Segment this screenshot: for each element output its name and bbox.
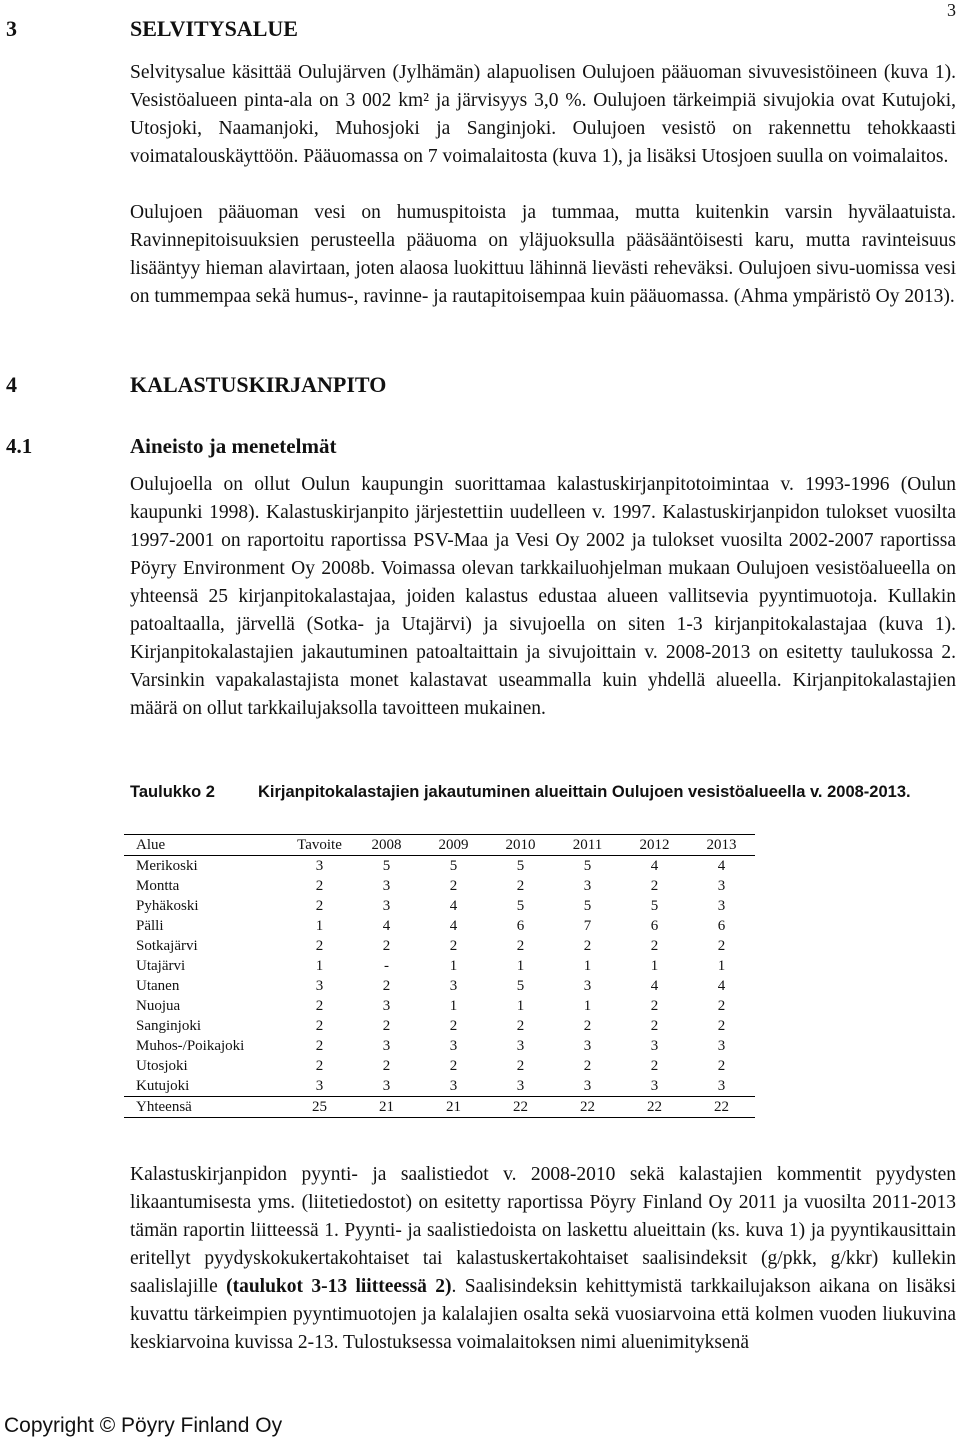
table-cell: 2 (516, 938, 525, 954)
column-header: 2009 (420, 835, 487, 856)
row-label-cell: Utajärvi (136, 958, 186, 974)
table-cell: 1 (583, 958, 592, 974)
table-cell: 5 (583, 898, 592, 914)
table-cell: 4 (650, 858, 659, 874)
table-cell: 22 (487, 1097, 554, 1118)
table-cell: 2 (315, 878, 324, 894)
table-cell: 1 (650, 958, 659, 974)
table-cell: 2 (315, 1018, 324, 1034)
column-header: 2012 (621, 835, 688, 856)
anglers-by-area-table (124, 834, 755, 1118)
column-header: 2008 (353, 835, 420, 856)
row-label-cell: Merikoski (136, 858, 198, 874)
row-label-cell: Muhos-/Poikajoki (136, 1038, 245, 1054)
page-number: 3 (947, 0, 956, 20)
table-row (124, 1016, 755, 1036)
table-cell: 2 (650, 938, 659, 954)
table-cell: 4 (449, 918, 458, 934)
table-cell: 1 (717, 958, 726, 974)
table-cell: 3 (382, 878, 391, 894)
table-cell: 3 (516, 1038, 525, 1054)
table-row (124, 856, 755, 877)
table-cell: 3 (315, 1078, 324, 1094)
section-title: Aineisto ja menetelmät (130, 434, 337, 458)
table-cell: 3 (583, 1038, 592, 1054)
table-cell: 5 (516, 978, 525, 994)
paragraph-aineisto: Oulujoella on ollut Oulun kaupungin suorittamaa kalastuskirjanpitotoimintaa v. 1993-1996 (Oulun kaupunki 1998). Kalastuskirjanpito järjestettiin uudelleen v. 1997. Kalastuskirjanpidon tulokset vuosilta 1997-2001 on raportoitu raportissa PSV-Maa ja Vesi Oy 2002 ja tulokset vuosilta 2002-2007 raportissa Pöyry Environment Oy 2008b. Voimassa olevan tarkkailuohjelman mukaan Oulujoen vesistöalueella on yhteensä 25 kirjanpitokalastajaa, joiden kalastus edustaa alueen vallitsevia pyyntimuotoja. Kullakin patoaltaalla, järvellä (Sotka- ja Utajärvi) ja sivujoella on siten 1-3 kirjanpitokalastajaa (kuva 1). Kirjanpitokalastajien jakautuminen patoaltaittain ja sivujoittain v. 2008-2013 on esitetty taulukossa 2. Varsinkin vapakalastajista monet kalastavat useammalla kuin yhdellä alueella. Kirjanpitokalastajien määrä on ollut tarkkailujaksolla tavoitteen mukainen. (130, 474, 956, 719)
table-cell: 4 (449, 898, 458, 914)
section-number: 3 (6, 16, 17, 41)
table-cell: 2 (382, 1018, 391, 1034)
table-cell: 4 (650, 978, 659, 994)
table-row (124, 876, 755, 896)
table-cell: 2 (315, 998, 324, 1014)
table-header-row (124, 835, 755, 856)
table-cell: 3 (382, 1078, 391, 1094)
paragraph-selvitysalue-1: Selvitysalue käsittää Oulujärven (Jylhämän) alapuolisen Oulujoen pääuoman sivuvesistöineen (kuva 1). Vesistöalueen pinta-ala on 3 002 km² ja järvisyys 3,0 %. Oulujoen tärkeimpiä sivujokia ovat Kutujoki, Utosjoki, Naamanjoki, Muhosjoki ja Sanginjoki. Oulujoen vesistö on rakennettu tehokkaasti voimatalouskäyttöön. Pääuomassa on 7 voimalaitosta (kuva 1), ja lisäksi Utosjoen suulla on voimalaitos. (130, 62, 956, 167)
table-row (124, 976, 755, 996)
table-cell: 3 (717, 1078, 726, 1094)
section-number: 4 (6, 372, 17, 397)
table-cell: 22 (621, 1097, 688, 1118)
table-caption-text: Kirjanpitokalastajien jakautuminen alueittain Oulujoen vesistöalueella v. 2008-2013. (258, 783, 911, 801)
table-cell: 2 (449, 1018, 458, 1034)
table-caption-label: Taulukko 2 (130, 783, 215, 801)
section-4-heading (6, 372, 386, 398)
table-cell: 5 (583, 858, 592, 874)
table-cell: 4 (717, 858, 726, 874)
table-cell: 22 (554, 1097, 621, 1118)
table-cell: 22 (688, 1097, 755, 1118)
table-cell: 25 (286, 1097, 353, 1118)
table-cell: 3 (650, 1038, 659, 1054)
table-cell: 2 (717, 938, 726, 954)
table-cell: 3 (583, 978, 592, 994)
table-cell: 2 (583, 938, 592, 954)
table-cell: 5 (382, 858, 391, 874)
table-cell: - (384, 958, 389, 974)
row-label-cell: Sotkajärvi (136, 938, 198, 954)
table-cell: 3 (650, 1078, 659, 1094)
table-row (124, 936, 755, 956)
column-header: Tavoite (286, 835, 353, 856)
table-cell: 2 (315, 938, 324, 954)
table-row (124, 956, 755, 976)
section-title: SELVITYSALUE (130, 16, 298, 41)
table-cell: 2 (650, 878, 659, 894)
table-cell: 2 (449, 878, 458, 894)
paragraph-saalistiedot (130, 1161, 956, 1357)
table-cell: 1 (516, 998, 525, 1014)
table-cell: 3 (717, 878, 726, 894)
table-cell: 3 (449, 978, 458, 994)
table-cell: 2 (449, 1058, 458, 1074)
table-reference: (taulukot 3-13 liitteessä 2) (226, 1276, 452, 1297)
table-cell: 3 (449, 1038, 458, 1054)
table-cell: 3 (315, 858, 324, 874)
row-label-cell: Kutujoki (136, 1078, 190, 1094)
table-cell: 5 (650, 898, 659, 914)
table-row (124, 896, 755, 916)
table-row (124, 1056, 755, 1076)
table-cell: 4 (382, 918, 391, 934)
column-header: 2013 (688, 835, 755, 856)
table-cell: 3 (315, 978, 324, 994)
table-cell: 2 (516, 1018, 525, 1034)
row-label-cell: Utosjoki (136, 1058, 188, 1074)
table-cell: 6 (516, 918, 525, 934)
row-label-cell: Nuojua (136, 998, 181, 1014)
row-label-cell: Yhteensä (124, 1097, 286, 1118)
table-cell: 2 (650, 1018, 659, 1034)
table-total-row (124, 1097, 755, 1118)
table-cell: 1 (315, 918, 324, 934)
table-cell: 3 (449, 1078, 458, 1094)
table-cell: 3 (717, 1038, 726, 1054)
table-cell: 6 (650, 918, 659, 934)
table-cell: 2 (516, 1058, 525, 1074)
table-cell: 3 (516, 1078, 525, 1094)
table-row (124, 1076, 755, 1097)
table-row (124, 916, 755, 936)
paragraph-selvitysalue-2: Oulujoen pääuoman vesi on humuspitoista ja tummaa, mutta kuitenkin varsin hyvälaatuista. Ravinnepitoisuuksien perusteella pääuoma on yläjuoksulla pääsääntöisesti karu, mutta ravinteisuus lisääntyy hieman alavirtaan, joten alaosa luokittuu lähinnä lievästi reheväksi. Oulujoen sivu-uomissa vesi on tummempaa sekä humus-, ravinne- ja rautapitoisempaa kuin pääuomassa. (Ahma ympäristö Oy 2013). (130, 202, 956, 307)
table-cell: 3 (382, 998, 391, 1014)
section-4-1-heading (6, 434, 336, 459)
table-cell: 2 (315, 1058, 324, 1074)
table-cell: 4 (717, 978, 726, 994)
table-cell: 2 (382, 1058, 391, 1074)
column-header: 2010 (487, 835, 554, 856)
table-cell: 2 (382, 978, 391, 994)
table-cell: 2 (650, 1058, 659, 1074)
table-caption (130, 780, 950, 804)
table-cell: 2 (315, 1038, 324, 1054)
table-cell: 21 (420, 1097, 487, 1118)
table-cell: 2 (583, 1018, 592, 1034)
table-cell: 2 (583, 1058, 592, 1074)
section-number: 4.1 (6, 434, 33, 458)
table-cell: 2 (717, 998, 726, 1014)
table-cell: 3 (382, 898, 391, 914)
column-header: 2011 (554, 835, 621, 856)
table-cell: 1 (449, 998, 458, 1014)
row-label-cell: Pälli (136, 918, 164, 934)
row-label-cell: Utanen (136, 978, 180, 994)
table-cell: 5 (449, 858, 458, 874)
paragraph-text: . Saalisindeksin kehittymistä tarkkailujakson aikana on lisäksi kuvattu tärkeimpien pyyntimuotojen ja kalalajien osalta sekä vuosiarvoina että kolmen vuoden liukuvina keskiarvoina kuvissa 2-13. Tulostuksessa voimalaitoksen nimi aluenimityksenä (130, 1276, 956, 1353)
table-row (124, 1036, 755, 1056)
table-cell: 21 (353, 1097, 420, 1118)
table-cell: 3 (717, 898, 726, 914)
paragraph-text: Kalastuskirjanpidon pyynti- ja saalistiedot v. 2008-2010 sekä kalastajien kommentit pyydysten likaantumisesta yms. (liitetiedostot) on esitetty raportissa Pöyry Finland Oy 2011 ja vuosilta 2011-2013 tämän raportin liitteessä 1. Pyynti- ja saalistiedoista on laskettu alueittain (ks. kuva 1) ja pyyntikausittain eritellyt pyydyskokukertakohtaiset tai kalastuskertakohtaiset saalisindeksit (g/pkk, g/kkr) kullekin saalislajille (130, 1164, 956, 1297)
table-cell: 6 (717, 918, 726, 934)
table-cell: 2 (650, 998, 659, 1014)
table-cell: 7 (583, 918, 592, 934)
table-cell: 1 (583, 998, 592, 1014)
table-row (124, 996, 755, 1016)
table-cell: 2 (449, 938, 458, 954)
table-cell: 2 (717, 1018, 726, 1034)
row-label-cell: Pyhäkoski (136, 898, 199, 914)
table-cell: 2 (315, 898, 324, 914)
table-cell: 2 (717, 1058, 726, 1074)
copyright-footer: Copyright © Pöyry Finland Oy (4, 1414, 283, 1437)
table-cell: 5 (516, 858, 525, 874)
table-cell: 2 (516, 878, 525, 894)
row-label-cell: Montta (136, 878, 180, 894)
section-3-heading (6, 16, 298, 42)
table-cell: 1 (516, 958, 525, 974)
row-label-cell: Sanginjoki (136, 1018, 202, 1034)
section-title: KALASTUSKIRJANPITO (130, 372, 387, 397)
table-cell: 5 (516, 898, 525, 914)
table-cell: 3 (382, 1038, 391, 1054)
table-cell: 3 (583, 1078, 592, 1094)
table-cell: 1 (449, 958, 458, 974)
table-cell: 1 (315, 958, 324, 974)
column-header: Alue (124, 835, 286, 856)
table-cell: 2 (382, 938, 391, 954)
table-cell: 3 (583, 878, 592, 894)
